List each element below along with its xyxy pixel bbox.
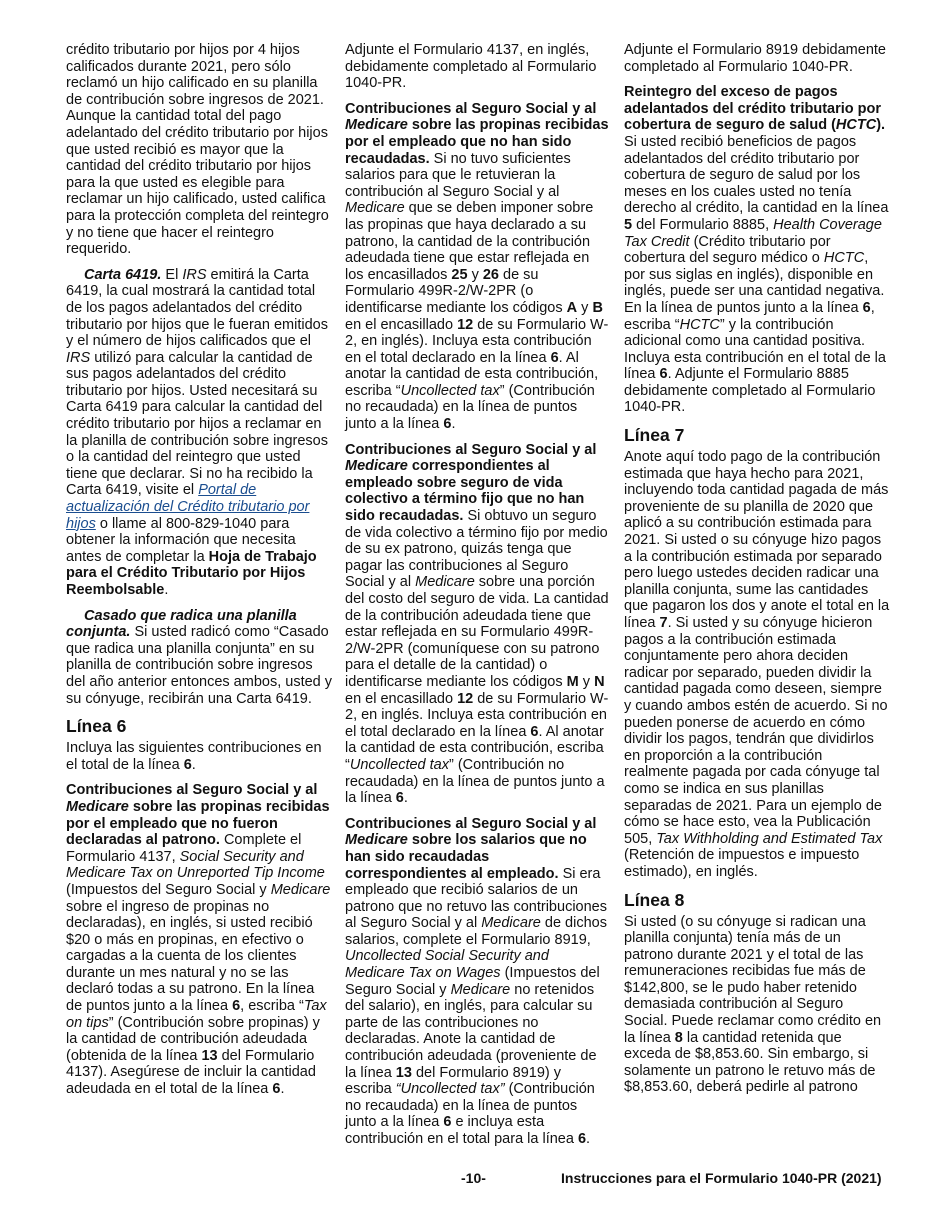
paragraph-linea-7: Anote aquí todo pago de la contribución estimada que haya hecho para 2021, incluyendo toda cantidad pagada de más proveniente de su planilla de 2020 que aplicó a su contribución estimada para 2021. Si usted o su cónyuge hizo pagos a la contribución estimada por separado pero luego ustedes deciden radicar una planilla conjunta, sume las cantidades que pagaron los dos y anote el total en la línea 7. Si usted y su cónyuge hicieron pagos a la contribución estimada conjuntamente pero ahora deciden radicar por separado, pueden dividir la cantidad pagada como deseen, siempre y cuando ambos estén de acuerdo. Si no pueden ponerse de acuerdo en cómo dividir los pagos, tendrán que dividirlos en proporción a la contribución realmente pagada por cada cónyuge tal como se indica en sus planillas separadas de 2021. Para un ejemplo de cómo se hace esto, vea la Publicación 505, Tax Withholding and Estimated Tax (Retención de impuestos e impuesto estimado), en inglés. bbox=[624, 449, 890, 880]
document-title: Instrucciones para el Formulario 1040-PR (2021) bbox=[561, 1170, 882, 1186]
heading-uncollected-wages: Contribuciones al Seguro Social y al Medicare sobre los salarios que no han sido recaudadas correspondientes al empleado. bbox=[345, 815, 597, 882]
paragraph-uncollected-wages: Contribuciones al Seguro Social y al Medicare sobre los salarios que no han sido recaudadas correspondientes al empleado. Si era empleado que recibió salarios de un patrono que no retuvo las contribuciones al Seguro Social y al Medicare de dichos salarios, complete el Formulario 8919, Uncollected Social Security and Medicare Tax on Wages (Impuestos del Seguro Social y Medicare no retenidos del salario), en inglés, para calcular su parte de las contribuciones no declaradas. Anote la cantidad de contribución adeudada (proveniente de la línea 13 del Formulario 8919) y escriba “Uncollected tax” (Contribución no recaudada) en la línea de puntos junto a la línea 6 e incluya esta contribución en el total para la línea 6. bbox=[345, 815, 607, 1147]
paragraph-group-term-life: Contribuciones al Seguro Social y al Medicare correspondientes al empleado sobre seguro de vida colectivo a término fijo que no han sido recaudadas. Si obtuvo un seguro de vida colectivo a término fijo por medio de su ex patrono, quizás tenga que pagar las contribuciones al Seguro Social y al Medicare sobre una porción del costo del seguro de vida. La cantidad de la contribución adeudada tiene que estar reflejada en su Formulario 499R-2/W-2PR (comuníquese con su patrono para el detalle de la cantidad) o identificarse mediante los códigos M y N en el encasillado 12 de su Formulario W-2, en inglés. Incluya esta contribución en el total declarado en la línea 6. Al anotar la cantidad de esta contribución, escriba “Uncollected tax” (Contribución no recaudada) en la línea de puntos junto a la línea 6. bbox=[345, 441, 609, 807]
paragraph-carta-6419: Carta 6419. El IRS emitirá la Carta 6419, la cual mostrará la cantidad total de los pagos adelantados del crédito tributario por hijos que le fueran emitidos y el número de hijos calificados que el IRS utilizó para calcular la cantidad de sus pagos adelantados del crédito tributario por hijos. Usted necesitará su Carta 6419 para calcular la cantidad del crédito tributario por hijos a reclamar en la planilla de contribución sobre ingresos o la cantidad del reintegro que usted tiene que declarar. Si no ha recibido la Carta 6419, visite el Portal de actualización del Crédito tributario por hijos o llame al 800-829-1040 para obtener la información que necesita antes de completar la Hoja de Trabajo para el Crédito Tributario por Hijos Reembolsable. bbox=[66, 266, 328, 598]
heading-linea-6: Línea 6 bbox=[66, 716, 127, 737]
page-number: -10- bbox=[461, 1170, 486, 1186]
heading-carta-6419: Carta 6419. bbox=[84, 266, 162, 283]
column-middle bbox=[345, 42, 611, 1157]
paragraph-uncollected-tips: Contribuciones al Seguro Social y al Medicare sobre las propinas recibidas por el empleado que no han sido recaudadas. Si no tuvo suficientes salarios para que le retuvieran la contribución al Seguro Social y al Medicare que se deben imponer sobre las propinas que haya declarado a su patrono, la cantidad de la contribución adeudada tiene que estar reflejada en los encasillados 25 y 26 de su Formulario 499R-2/W-2PR (o identificarse mediante los códigos A y B en el encasillado 12 de su Formulario W-2, en inglés). Incluya esta contribución en el total declarado en la línea 6. Al anotar la cantidad de esta contribución, escriba “Uncollected tax” (Contribución no recaudada) en la línea de puntos junto a la línea 6. bbox=[345, 100, 609, 433]
heading-joint-filing: Casado que radica una planilla conjunta. bbox=[66, 607, 297, 641]
paragraph-linea-6-intro: Incluya las siguientes contribuciones en el total de la línea 6. bbox=[66, 740, 322, 773]
paragraph-ctc-intro: crédito tributario por hijos por 4 hijos calificados durante 2021, pero sólo reclamó un hijo calificado en su planilla de contribución sobre ingresos de 2021. Aunque la cantidad total del pago adelantado del crédito tributario por hijos que usted recibió es mayor que la cantidad del crédito tributario por hijos para la que usted es elegible para reclamar un hijo calificado, usted califica para la protección completa del reintegro y no tiene que hacer el reintegro requerido. bbox=[66, 42, 329, 258]
paragraph-attach-8919: Adjunte el Formulario 8919 debidamente completado al Formulario 1040-PR. bbox=[624, 42, 886, 75]
heading-group-term-life: Contribuciones al Seguro Social y al Medicare correspondientes al empleado sobre seguro de vida colectivo a término fijo que no han sido recaudadas. bbox=[345, 441, 597, 525]
paragraph-attach-4137: Adjunte el Formulario 4137, en inglés, debidamente completado al Formulario 1040-PR. bbox=[345, 42, 597, 92]
heading-linea-7: Línea 7 bbox=[624, 425, 685, 446]
heading-hctc: Reintegro del exceso de pagos adelantados del crédito tributario por cobertura de seguro de salud (HCTC). bbox=[624, 84, 886, 134]
paragraph-linea-8: Si usted (o su cónyuge si radican una planilla conjunta) tenía más de un patrono durante 2021 y el total de las remuneraciones recibidas fue más de $142,800, se le pudo haber retenido demasiada contribución al Seguro Social. Puede reclamar como crédito en la línea 8 la cantidad retenida que exceda de $8,853.60. Sin embargo, si solamente un patrono le retuvo más de $8,853.60, deberá pedirle al patrono bbox=[624, 913, 882, 1096]
heading-unreported-tips: Contribuciones al Seguro Social y al Medicare sobre las propinas recibidas por el empleado que no fueron declaradas al patrono. bbox=[66, 782, 330, 849]
paragraph-joint-filing: Casado que radica una planilla conjunta. Si usted radicó como “Casado que radica una planilla conjunta” en su planilla de contribución sobre ingresos del año anterior entonces ambos, usted y su cónyuge, recibirán una Carta 6419. bbox=[66, 607, 332, 707]
heading-linea-8: Línea 8 bbox=[624, 889, 685, 910]
paragraph-unreported-tips: Contribuciones al Seguro Social y al Medicare sobre las propinas recibidas por el empleado que no fueron declaradas al patrono. Complete el Formulario 4137, Social Security and Medicare Tax on Unreported Tip Income (Impuestos del Seguro Social y Medicare sobre el ingreso de propinas no declaradas), en inglés, si usted recibió $20 o más en propinas, en efectivo o cargadas a la cuenta de los clientes durante un mes natural y no se las declaró todas a su patrono. En la línea de puntos junto a la línea 6, escriba “Tax on tips” (Contribución sobre propinas) y la cantidad de contribución adeudada (obtenida de la línea 13 del Formulario 4137). Asegúrese de incluir la cantidad adeudada en el total de la línea 6. bbox=[66, 782, 331, 1098]
paragraph-hctc: Reintegro del exceso de pagos adelantados del crédito tributario por cobertura de seguro de salud (HCTC). Si usted recibió beneficios de pagos adelantados del crédito tributario por cobertura de seguro de salud por los meses en los cuales usted no tenía derecho al crédito, la cantidad en la línea 5 del Formulario 8885, Health Coverage Tax Credit (Crédito tributario por cobertura del seguro médico o HCTC, por sus siglas en inglés), disponible en inglés, puede ser una cantidad negativa. En la línea de puntos junto a la línea 6, escriba “HCTC” y la contribución adicional como una cantidad positiva. Incluya esta contribución en el total de la línea 6. Adjunte el Formulario 8885 debidamente completado al Formulario 1040-PR. bbox=[624, 84, 889, 416]
column-right bbox=[624, 42, 890, 1105]
ctc-update-portal-link[interactable]: Portal de actualización del Crédito tributario por hijos bbox=[66, 482, 310, 532]
column-left bbox=[66, 42, 332, 1107]
heading-uncollected-tips: Contribuciones al Seguro Social y al Medicare sobre las propinas recibidas por el empleado que no han sido recaudadas. bbox=[345, 100, 609, 167]
